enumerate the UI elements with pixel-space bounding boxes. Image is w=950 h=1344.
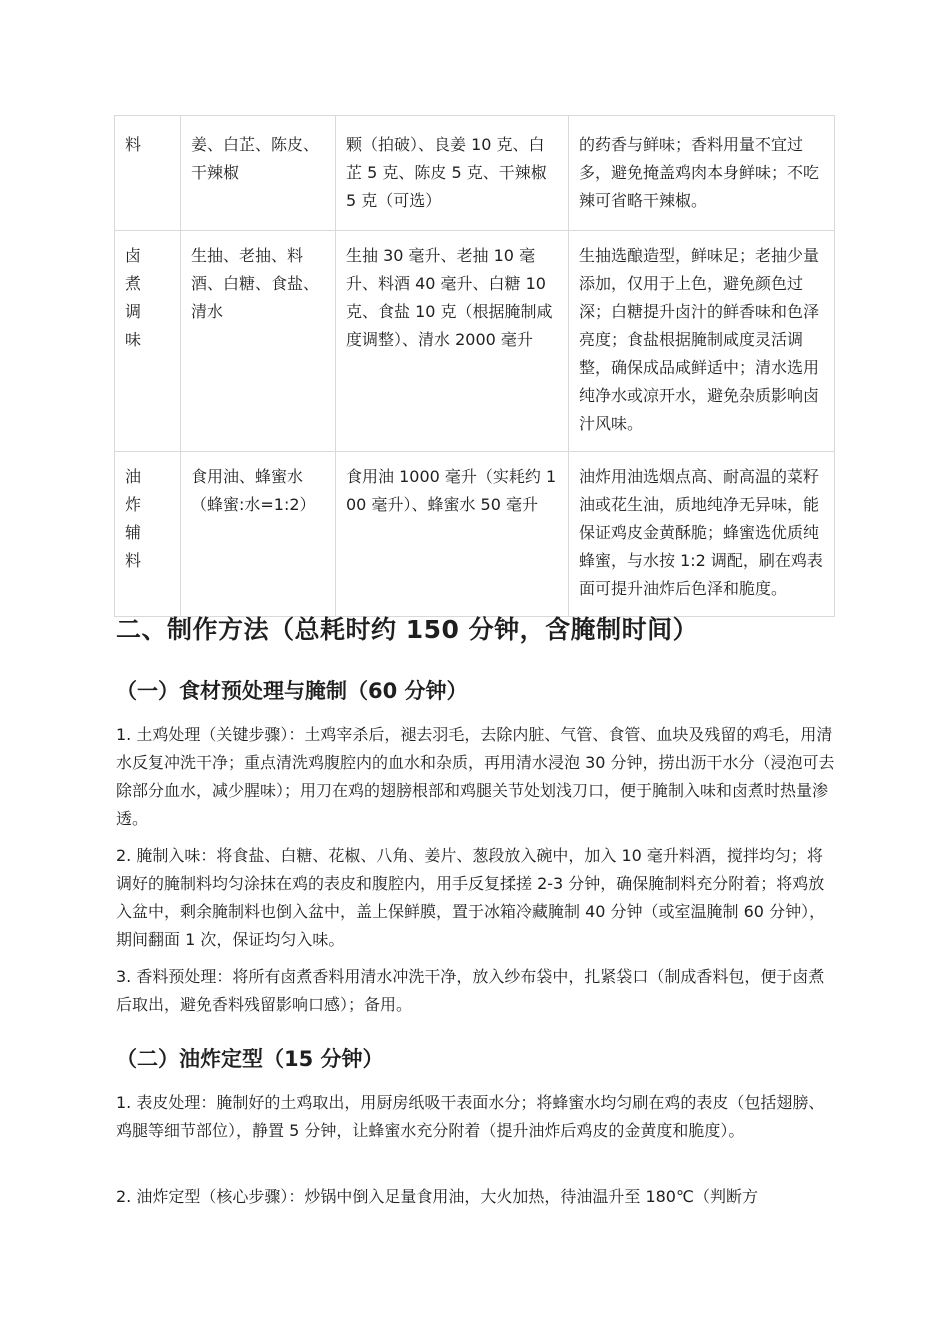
category-cell: 料 <box>115 116 181 231</box>
items-cell: 姜、白芷、陈皮、干辣椒 <box>181 116 336 231</box>
step-paragraph: 2. 油炸定型（核心步骤）：炒锅中倒入足量食用油，大火加热，待油温升至 180℃（判断方 <box>116 1187 758 1206</box>
subsection-heading-prep: （一）食材预处理与腌制（60 分钟） <box>116 679 468 703</box>
category-cell: 卤煮调味 <box>115 231 181 452</box>
amount-cell: 生抽 30 毫升、老抽 10 毫升、料酒 40 毫升、白糖 10 克、食盐 10 克（根据腌制咸度调整）、清水 2000 毫升 <box>336 231 569 452</box>
items-cell: 生抽、老抽、料酒、白糖、食盐、清水 <box>181 231 336 452</box>
category-cell: 油炸辅料 <box>115 452 181 617</box>
notes-cell: 生抽选酿造型，鲜味足；老抽少量添加，仅用于上色，避免颜色过深；白糖提升卤汁的鲜香味和色泽亮度；食盐根据腌制咸度灵活调整，确保成品咸鲜适中；清水选用纯净水或凉开水，避免杂质影响卤汁风味。 <box>569 231 835 452</box>
step-paragraph: 1. 表皮处理：腌制好的土鸡取出，用厨房纸吸干表面水分；将蜂蜜水均匀刷在鸡的表皮（包括翅膀、鸡腿等细节部位），静置 5 分钟，让蜂蜜水充分附着（提升油炸后鸡皮的金黄度和脆度）。 <box>116 1093 825 1140</box>
step-paragraph: 3. 香料预处理：将所有卤煮香料用清水冲洗干净，放入纱布袋中，扎紧袋口（制成香料包，便于卤煮后取出，避免香料残留影响口感）；备用。 <box>116 967 825 1014</box>
notes-cell: 油炸用油选烟点高、耐高温的菜籽油或花生油，质地纯净无异味，能保证鸡皮金黄酥脆；蜂蜜选优质纯蜂蜜，与水按 1:2 调配，刷在鸡表面可提升油炸后色泽和脆度。 <box>569 452 835 617</box>
table-row <box>115 231 835 452</box>
table-row <box>115 452 835 617</box>
amount-cell: 食用油 1000 毫升（实耗约 100 毫升）、蜂蜜水 50 毫升 <box>336 452 569 617</box>
ingredients-table <box>114 115 835 617</box>
amount-cell: 颗（拍破）、良姜 10 克、白芷 5 克、陈皮 5 克、干辣椒 5 克（可选） <box>336 116 569 231</box>
items-cell: 食用油、蜂蜜水（蜂蜜:水=1:2） <box>181 452 336 617</box>
subsection-heading-frying: （二）油炸定型（15 分钟） <box>116 1047 384 1071</box>
step-paragraph: 1. 土鸡处理（关键步骤）：土鸡宰杀后，褪去羽毛，去除内脏、气管、食管、血块及残留的鸡毛，用清水反复冲洗干净；重点清洗鸡腹腔内的血水和杂质，再用清水浸泡 30 分钟，捞出沥干水分（浸泡可去除部分血水，减少腥味）；用刀在鸡的翅膀根部和鸡腿关节处划浅刀口，便于腌制入味和卤煮时热量渗透。 <box>116 725 835 828</box>
step-paragraph: 2. 腌制入味：将食盐、白糖、花椒、八角、姜片、葱段放入碗中，加入 10 毫升料酒，搅拌均匀；将调好的腌制料均匀涂抹在鸡的表皮和腹腔内，用手反复揉搓 2-3 分钟，确保腌制料充分附着；将鸡放入盆中，剩余腌制料也倒入盆中，盖上保鲜膜，置于冰箱冷藏腌制 40 分钟（或室温腌制 60 分钟），期间翻面 1 次，保证均匀入味。 <box>116 846 826 949</box>
table-row <box>115 116 835 231</box>
notes-cell: 的药香与鲜味；香料用量不宜过多，避免掩盖鸡肉本身鲜味；不吃辣可省略干辣椒。 <box>569 116 835 231</box>
section-heading: 二、制作方法（总耗时约 150 分钟，含腌制时间） <box>116 615 699 644</box>
